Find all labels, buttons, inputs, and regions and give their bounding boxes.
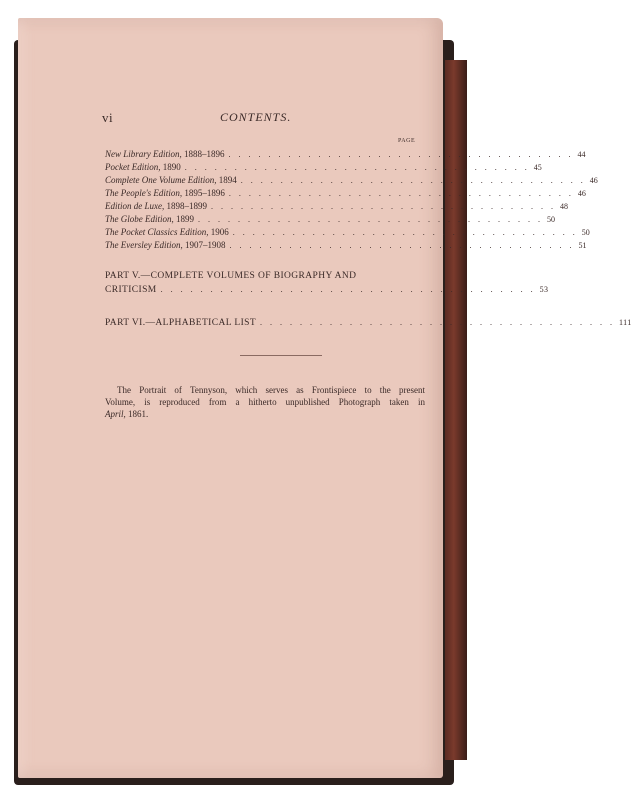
note-line xyxy=(105,408,425,420)
entry-dates: 1894 xyxy=(218,175,237,185)
leader-dots: . . . . . . . . . . . . . . . . . . . . . . . . . . . . . . . . . . . xyxy=(229,241,575,250)
part-five-page: 53 xyxy=(539,285,549,294)
contents-list xyxy=(105,148,598,252)
book-page xyxy=(18,18,632,778)
entry-page: 45 xyxy=(533,163,542,172)
entry-page: 50 xyxy=(547,215,555,224)
entry-page: 44 xyxy=(577,150,586,159)
entry-page: 46 xyxy=(577,189,586,198)
leader-dots: . . . . . . . . . . . . . . . . . . . . . . . . . . . . . . . . . . . xyxy=(228,189,574,198)
part-five-title: PART V.—COMPLETE VOLUMES OF BIOGRAPHY AND xyxy=(105,271,357,281)
entry-page: 46 xyxy=(589,176,598,185)
entry-title: Pocket Edition, xyxy=(105,162,161,172)
note-line: The Portrait of Tennyson, which serves as Frontispiece to the present xyxy=(117,385,425,395)
entry-title: New Library Edition, xyxy=(105,149,182,159)
entry-title: The Eversley Edition, xyxy=(105,240,183,250)
page-number: vi xyxy=(102,110,114,125)
leader-dots: . . . . . . . . . . . . . . . . . . . . . . . . . . . . . . . . . . . xyxy=(198,215,543,224)
contents-entry xyxy=(105,226,590,239)
contents-entry xyxy=(105,187,586,200)
part-five-title-continued: CRITICISM xyxy=(105,285,157,295)
contents-entry xyxy=(105,213,555,226)
frontispiece-note xyxy=(105,384,425,420)
leader-dots: . . . . . . . . . . . . . . . . . . . . . . . . . . . . . . . . . . . xyxy=(228,150,574,159)
contents-entry xyxy=(105,148,586,161)
leader-dots: . . . . . . . . . . . . . . . . . . . . . . . . . . . . . . . . . . . xyxy=(211,202,556,211)
entry-dates: 1895–1896 xyxy=(184,188,225,198)
leader-dots: . . . . . . . . . . . . . . . . . . . . . . . . . . . . . . . . . . . xyxy=(184,163,530,172)
entry-dates: 1898–1899 xyxy=(166,201,207,211)
note-date-year: 1861. xyxy=(125,409,149,419)
entry-title: Complete One Volume Edition, xyxy=(105,175,217,185)
note-line: Volume, is reproduced from a hitherto unpublished Photograph taken in xyxy=(105,397,425,407)
leader-dots: . . . . . . . . . . . . . . . . . . . . . . . . . . . . . . . . . . . xyxy=(232,228,578,237)
entry-dates: 1907–1908 xyxy=(184,240,226,250)
page-header xyxy=(102,110,402,126)
leader-dots: . . . . . . . . . . . . . . . . . . . . . . . . . . . . . . . . . . . . xyxy=(260,318,616,327)
entry-title: The Globe Edition, xyxy=(105,214,174,224)
entry-title: The Pocket Classics Edition, xyxy=(105,227,209,237)
entry-page: 51 xyxy=(578,241,587,250)
divider-rule xyxy=(240,355,322,356)
leader-dots: . . . . . . . . . . . . . . . . . . . . . . . . . . . . . . . . . . . . . . xyxy=(160,285,536,294)
entry-page: 48 xyxy=(560,202,568,211)
contents-entry xyxy=(105,200,568,213)
entry-page: 50 xyxy=(581,228,590,237)
contents-entry xyxy=(105,239,587,252)
contents-entry xyxy=(105,174,598,187)
leader-dots: . . . . . . . . . . . . . . . . . . . . . . . . . . . . . . . . . . . xyxy=(240,176,586,185)
contents-entry xyxy=(105,161,542,174)
entry-dates: 1890 xyxy=(162,162,181,172)
page-column-label: PAGE xyxy=(398,138,416,144)
running-title: CONTENTS. xyxy=(220,110,292,124)
entry-title: Edition de Luxe, xyxy=(105,201,165,211)
entry-dates: 1906 xyxy=(210,227,229,237)
part-six-entry xyxy=(105,316,632,330)
entry-title: The People's Edition, xyxy=(105,188,183,198)
part-six-page: 111 xyxy=(619,318,632,327)
part-five-entry xyxy=(105,269,549,297)
entry-dates: 1899 xyxy=(176,214,194,224)
note-date-month: April, xyxy=(105,409,126,419)
part-six-title: PART VI.—ALPHABETICAL LIST xyxy=(105,318,257,328)
entry-dates: 1888–1896 xyxy=(184,149,225,159)
